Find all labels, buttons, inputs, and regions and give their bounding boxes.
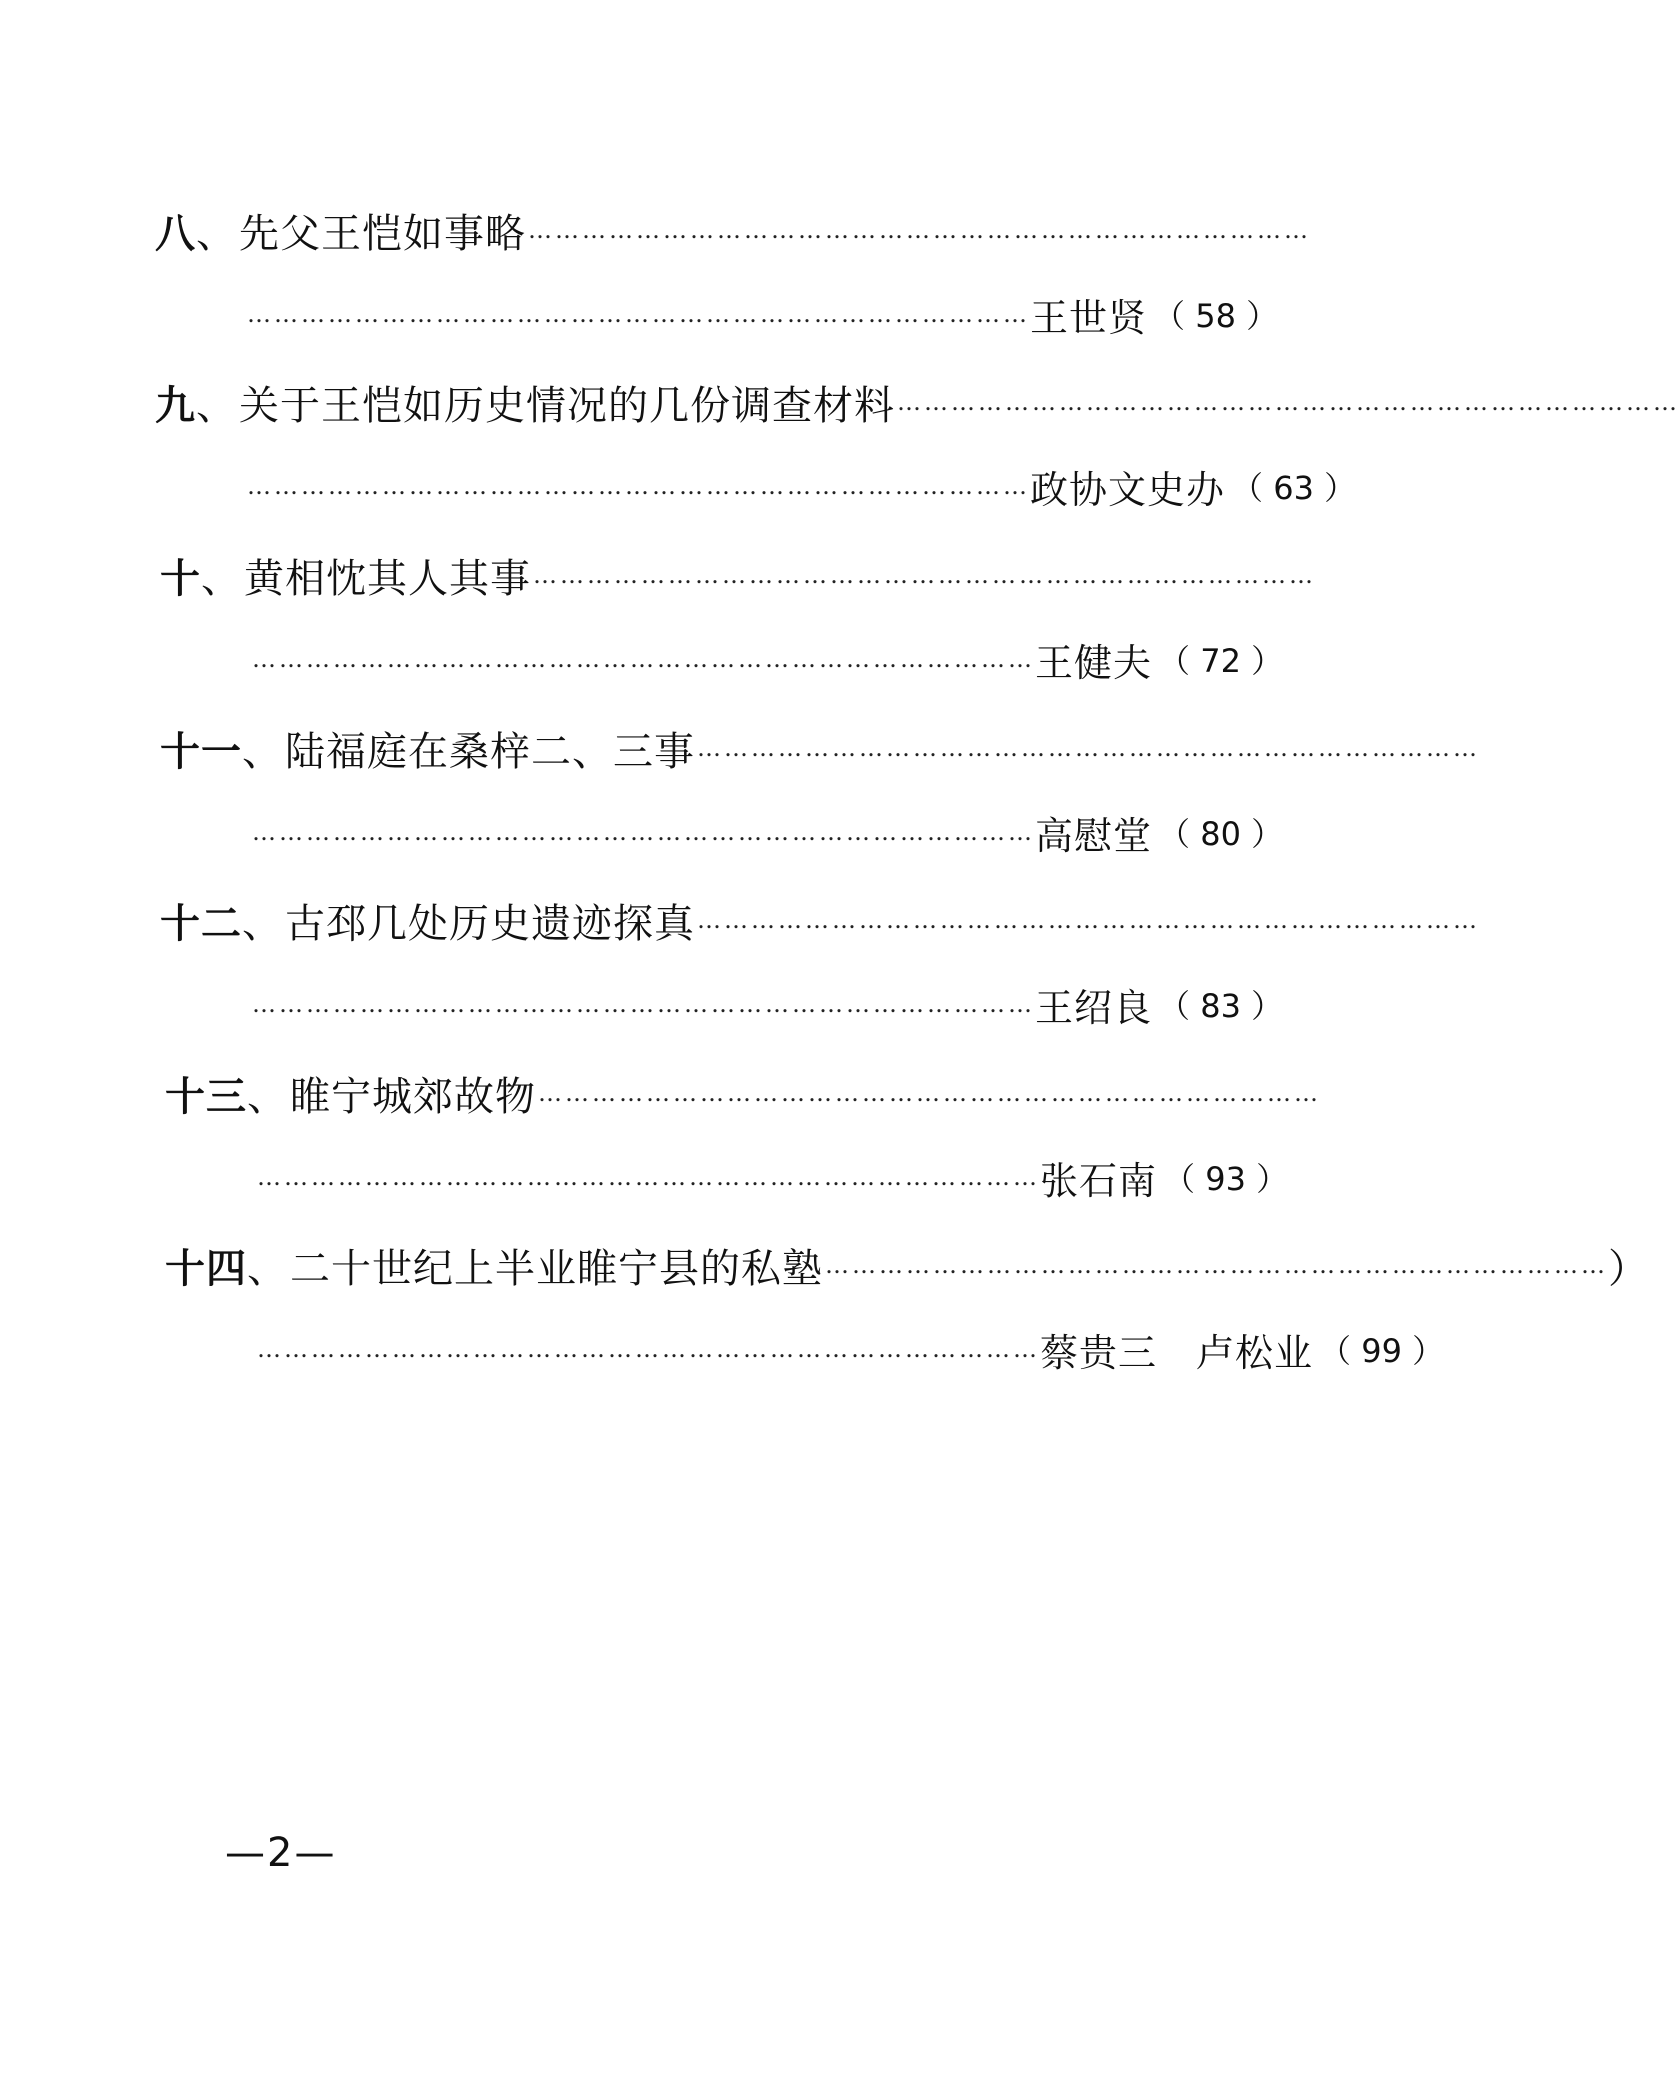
dot-leader: …………………………………………………………………………… (257, 1163, 1040, 1191)
entry-page-number: 72 (1200, 642, 1241, 680)
entry-number: 十四 (165, 1244, 247, 1292)
entry-page: （ 83 ） (1158, 987, 1284, 1025)
entry-title-line (155, 195, 1311, 265)
toc-entry-8 (0, 195, 1405, 355)
entry-author-line (255, 1142, 1289, 1212)
dot-leader: …………………………………………………………………………… (897, 388, 1680, 416)
entry-author: 王健夫 (1035, 640, 1153, 685)
entry-number: 十一 (160, 727, 242, 775)
entry-number: 九 (155, 381, 196, 429)
entry-page: （ 80 ） (1158, 815, 1284, 853)
toc-entry-13 (0, 1058, 1405, 1218)
entry-page: （ 93 ） (1163, 1160, 1289, 1198)
entry-separator: 、 (201, 555, 242, 602)
dot-leader: …………………………………………………………………………… (257, 1335, 1040, 1363)
entry-author-line (250, 624, 1284, 694)
entry-author: 张石南 (1040, 1158, 1158, 1203)
toc-entry-12 (0, 885, 1480, 1045)
dot-leader: …………………………………………………………………………… (252, 818, 1035, 846)
entry-author: 蔡贵三 卢松业 (1040, 1330, 1314, 1375)
dot-leader: …………………………………………………………………………… (528, 216, 1311, 244)
entry-title-line (160, 713, 1480, 783)
dot-leader: …………………………………………………………………………… (252, 990, 1035, 1018)
entry-author-line (250, 969, 1284, 1039)
entry-title: 黄相忱其人其事 (244, 555, 531, 602)
entry-title: 二十世纪上半业睢宁县的私塾 (290, 1245, 823, 1292)
entry-number: 十 (160, 554, 201, 602)
entry-author: 王绍良 (1035, 985, 1153, 1030)
entry-author: 高慰堂 (1035, 813, 1153, 858)
dot-leader: …………………………………………………………………………… (825, 1251, 1608, 1279)
dot-leader: …………………………………………………………………………… (533, 561, 1316, 589)
entry-author-line (245, 451, 1357, 521)
dot-leader: …………………………………………………………………………… (252, 645, 1035, 673)
entry-separator: 、 (242, 728, 283, 775)
entry-number: 十三 (165, 1072, 247, 1120)
entry-separator: 、 (242, 900, 283, 947)
entry-title-line (160, 540, 1316, 610)
entry-page: （ 58 ） (1153, 297, 1279, 335)
dot-leader: …………………………………………………………………………… (697, 734, 1480, 762)
entry-title: 睢宁城郊故物 (290, 1073, 536, 1120)
entry-author-line (255, 1314, 1445, 1384)
entry-author: 政协文史办 (1030, 467, 1226, 512)
entry-title-line (155, 367, 1680, 437)
toc-entry-14 (0, 1230, 1649, 1390)
page-number: —2— (225, 1830, 337, 1876)
entry-page-number: 58 (1195, 297, 1236, 335)
entry-title-line (165, 1058, 1321, 1128)
dot-leader: …………………………………………………………………………… (697, 906, 1480, 934)
entry-title: 先父王恺如事略 (239, 210, 526, 257)
entry-title: 古邳几处历史遗迹探真 (285, 900, 695, 947)
dot-leader: …………………………………………………………………………… (247, 472, 1030, 500)
dot-leader: …………………………………………………………………………… (247, 300, 1030, 328)
closing-paren: ） (1608, 1245, 1649, 1292)
entry-separator: 、 (247, 1245, 288, 1292)
entry-page-number: 80 (1200, 815, 1241, 853)
entry-title-line (165, 1230, 1649, 1300)
entry-page-number: 63 (1273, 469, 1314, 507)
dot-leader: …………………………………………………………………………… (538, 1079, 1321, 1107)
entry-author-line (250, 797, 1284, 867)
entry-title: 关于王恺如历史情况的几份调查材料 (239, 382, 895, 429)
entry-author: 王世贤 (1030, 295, 1148, 340)
entry-page-number: 83 (1200, 987, 1241, 1025)
entry-page: （ 63 ） (1231, 469, 1357, 507)
entry-separator: 、 (196, 382, 237, 429)
entry-page-number: 99 (1361, 1332, 1402, 1370)
entry-separator: 、 (247, 1073, 288, 1120)
entry-page-number: 93 (1205, 1160, 1246, 1198)
toc-entry-10 (0, 540, 1405, 700)
entry-title-line (160, 885, 1480, 955)
entry-separator: 、 (196, 210, 237, 257)
toc-entry-11 (0, 713, 1480, 873)
entry-page: （ 72 ） (1158, 642, 1284, 680)
entry-number: 八 (155, 209, 196, 257)
entry-title: 陆福庭在桑梓二、三事 (285, 728, 695, 775)
toc-entry-9 (0, 367, 1680, 527)
entry-author-line (245, 279, 1279, 349)
entry-page: （ 99 ） (1319, 1332, 1445, 1370)
entry-number: 十二 (160, 899, 242, 947)
